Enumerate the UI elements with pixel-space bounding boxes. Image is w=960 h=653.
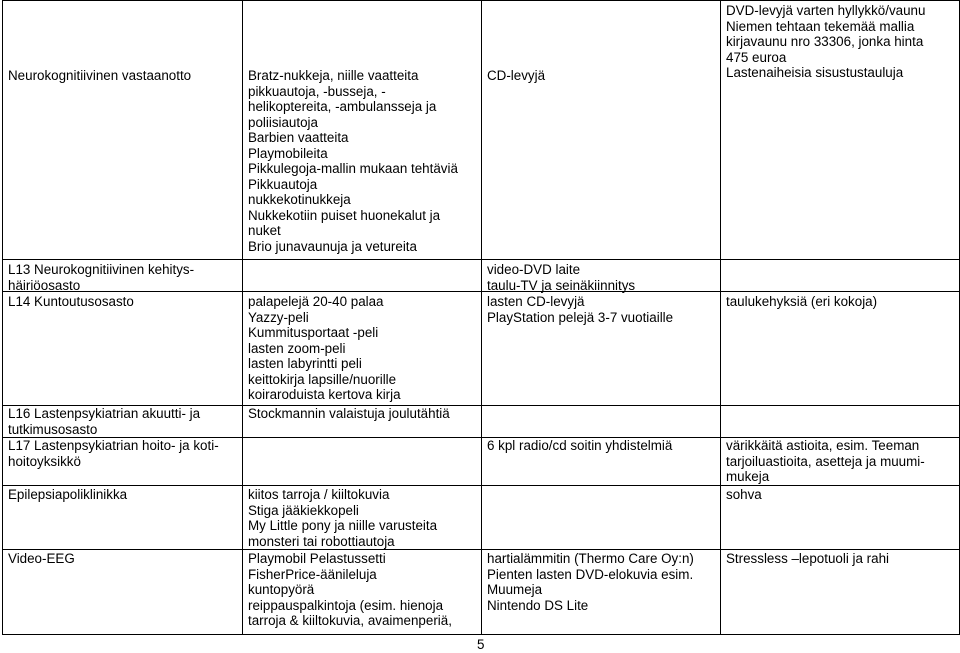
media-cell <box>487 438 672 454</box>
toy-item: Yazzy-peli <box>248 309 309 325</box>
unit-name: häiriöosasto <box>8 277 81 293</box>
toy-item: lasten zoom-peli <box>248 340 346 356</box>
other-item: Stressless –lepotuoli ja rahi <box>726 551 890 566</box>
toy-item: monsteri tai robottiautoja <box>248 533 395 549</box>
toy-item: reippauspalkintoja (esim. hienoja <box>248 597 444 613</box>
toy-item: Stockmannin valaistuja joulutähtiä <box>248 406 450 421</box>
toy-item: Pikkulegoja-mallin mukaan tehtäviä <box>248 161 458 176</box>
media-cell <box>487 551 694 613</box>
other-item: tarjoiluastioita, asetteja ja muumi- <box>726 453 925 469</box>
column-divider <box>481 0 482 635</box>
media-item: Nintendo DS Lite <box>487 597 589 613</box>
unit-name: hoitoyksikkö <box>8 453 81 469</box>
media-cell <box>487 68 545 84</box>
unit-cell <box>8 551 75 567</box>
toy-item: Playmobil Pelastussetti <box>248 551 386 566</box>
toy-item: lasten labyrintti peli <box>248 356 362 371</box>
toy-item: poliisiautoja <box>248 114 318 130</box>
unit-name: tutkimusosasto <box>8 421 98 437</box>
column-divider <box>242 0 243 635</box>
other-item: sohva <box>726 487 762 502</box>
unit-name: Epilepsiapoliklinikka <box>8 487 128 502</box>
toy-item: tarroja & kiiltokuvia, avaimenperiä, <box>248 613 452 628</box>
media-item: Pienten lasten DVD-elokuvia esim. <box>487 566 694 582</box>
other-item: kirjavaunu nro 33306, jonka hinta <box>726 34 924 49</box>
other-item: 475 euroa <box>726 49 787 65</box>
unit-name: Video-EEG <box>8 551 75 566</box>
toys-cell <box>248 68 458 254</box>
media-item: CD-levyjä <box>487 68 546 83</box>
unit-cell <box>8 68 191 84</box>
unit-name: Neurokognitiivinen vastaanotto <box>8 68 192 83</box>
other-item: Niemen tehtaan tekemää mallia <box>726 18 915 34</box>
toy-item: helikoptereita, -ambulansseja ja <box>248 99 437 114</box>
unit-cell <box>8 406 200 437</box>
other-item: Lastenaiheisia sisustustauluja <box>726 65 904 80</box>
toy-item: pikkuautoja, -busseja, - <box>248 83 386 99</box>
other-item: värikkäitä astioita, esim. Teeman <box>726 438 920 453</box>
unit-name: L17 Lastenpsykiatrian hoito- ja koti- <box>8 438 219 453</box>
column-divider <box>720 0 721 635</box>
toys-cell <box>248 551 452 629</box>
toy-item: koiraroduista kertova kirja <box>248 387 401 402</box>
table-border-left <box>2 0 3 635</box>
toy-item: Kummitusportaat -peli <box>248 325 379 340</box>
media-item: taulu-TV ja seinäkiinnitys <box>487 277 636 293</box>
unit-cell <box>8 438 219 469</box>
media-item: hartialämmitin (Thermo Care Oy:n) <box>487 551 694 566</box>
unit-cell <box>8 294 134 310</box>
page-number: 5 <box>477 637 485 652</box>
toy-item: Brio junavaunuja ja vetureita <box>248 238 417 254</box>
toy-item: My Little pony ja niille varusteita <box>248 518 438 533</box>
unit-name: L16 Lastenpsykiatrian akuutti- ja <box>8 406 201 421</box>
other-cell <box>726 3 925 81</box>
unit-cell <box>8 487 127 503</box>
toy-item: kuntopyörä <box>248 582 315 597</box>
media-item: 6 kpl radio/cd soitin yhdistelmiä <box>487 438 673 453</box>
toy-item: Stiga jääkiekkopeli <box>248 502 359 518</box>
media-item: Muumeja <box>487 582 543 597</box>
other-cell <box>726 438 925 485</box>
toy-item: Playmobileita <box>248 145 328 161</box>
toy-item: Pikkuautoja <box>248 176 318 192</box>
toy-item: Bratz-nukkeja, niille vaatteita <box>248 68 419 83</box>
unit-cell <box>8 262 194 293</box>
media-item: video-DVD laite <box>487 262 581 277</box>
toy-item: nuket <box>248 223 281 238</box>
unit-name: L14 Kuntoutusosasto <box>8 294 134 309</box>
toy-item: palapelejä 20-40 palaa <box>248 294 384 309</box>
toy-item: Nukkekotiin puiset huonekalut ja <box>248 207 441 223</box>
toys-cell <box>248 294 401 403</box>
media-cell <box>487 262 635 293</box>
toy-item: Barbien vaatteita <box>248 130 349 145</box>
other-cell <box>726 551 889 567</box>
other-item: mukeja <box>726 469 770 484</box>
unit-name: L13 Neurokognitiivinen kehitys- <box>8 262 195 277</box>
toy-item: FisherPrice-äänileluja <box>248 566 377 582</box>
other-item: taulukehyksiä (eri kokoja) <box>726 294 878 309</box>
toys-cell <box>248 406 450 422</box>
toys-cell <box>248 487 437 549</box>
other-cell <box>726 487 762 503</box>
media-item: lasten CD-levyjä <box>487 294 585 309</box>
other-cell <box>726 294 877 310</box>
toy-item: kiitos tarroja / kiiltokuvia <box>248 487 390 502</box>
media-cell <box>487 294 673 325</box>
toy-item: keittokirja lapsille/nuorille <box>248 371 397 387</box>
toy-item: nukkekotinukkeja <box>248 192 351 207</box>
other-item: DVD-levyjä varten hyllykkö/vaunu <box>726 3 926 18</box>
media-item: PlayStation pelejä 3-7 vuotiaille <box>487 309 674 325</box>
